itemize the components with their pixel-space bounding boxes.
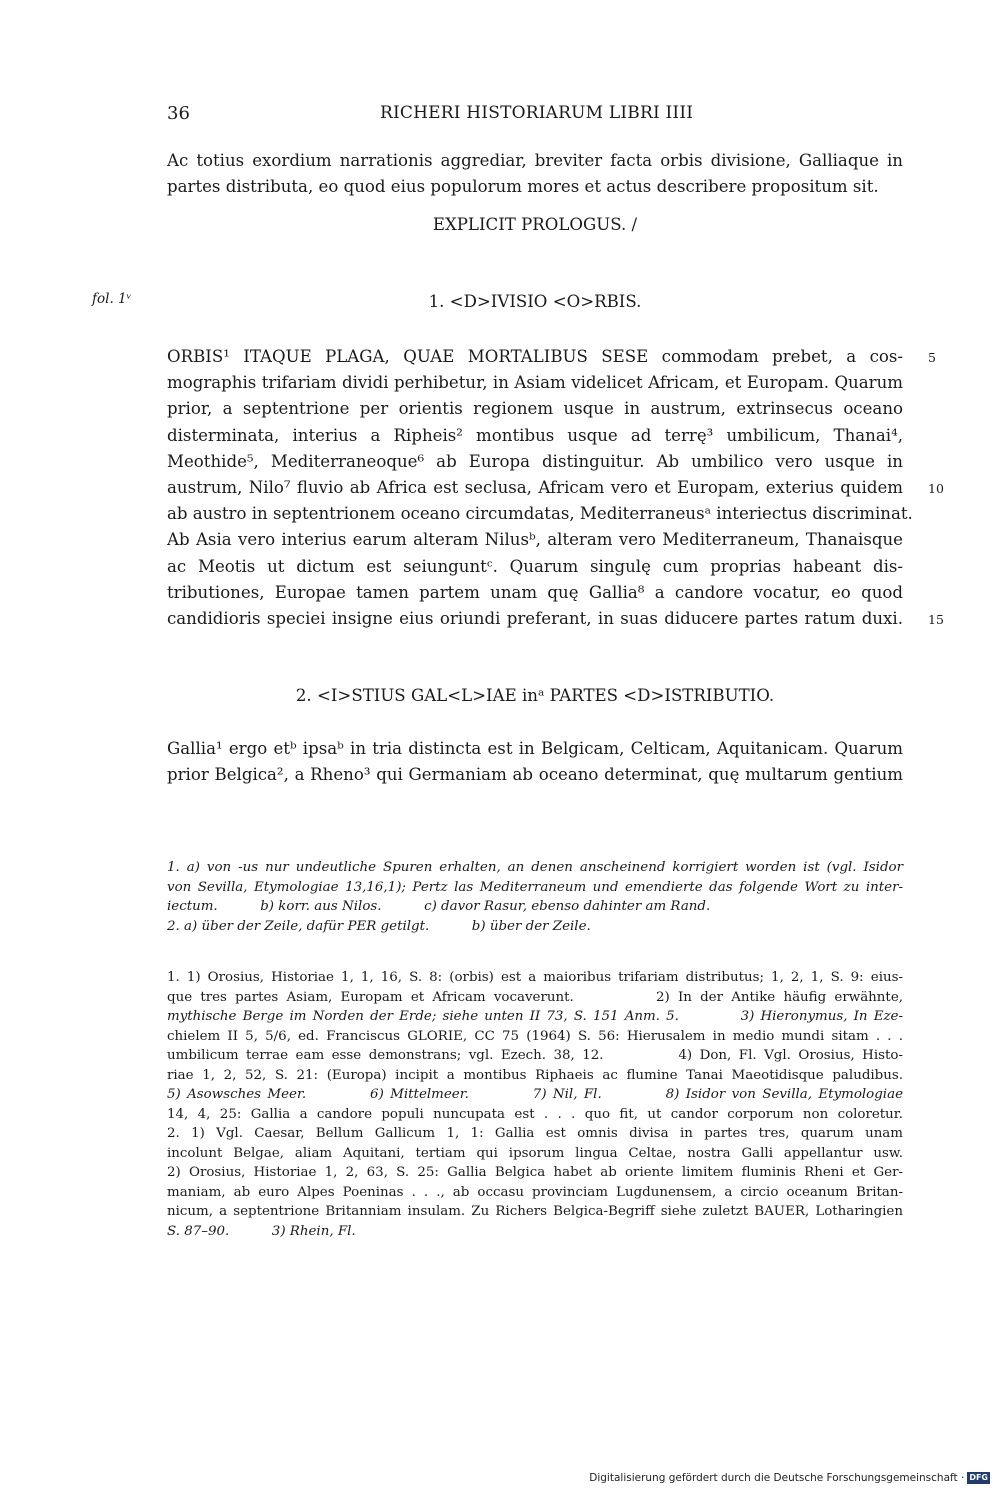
commentary-notes [167, 968, 903, 1241]
note-line: que tres partes Asiam, Europam et Africam vocaverunt. 2) In der Antike häufig erwähnte, [167, 989, 903, 1005]
text-line: disterminata, interius a Ripheis² montibus usque ad terrę³ umbilicum, Thanai⁴, [167, 425, 903, 445]
note-line: chielem II 5, 5/6, ed. Franciscus GLORIE, CC 75 (1964) S. 56: Hierusalem in medio mundi sitam . . . [167, 1028, 903, 1044]
text-line: Ac totius exordium narrationis aggrediar, breviter facta orbis divisione, Galliaque in [167, 151, 903, 170]
note-line: 5) Asowsches Meer. 6) Mittelmeer. 7) Nil, Fl. 8) Isidor von Sevilla, Etymologiae [167, 1087, 903, 1102]
prologue-text [167, 148, 903, 200]
dfg-logo-icon: DFG [969, 1473, 988, 1482]
text-line: ac Meotis ut dictum est seiunguntᶜ. Quarum singulę cum proprias habeant dis- [167, 556, 903, 576]
text-line: Meothide⁵, Mediterraneoque⁶ ab Europa distinguitur. Ab umbilico vero usque in [167, 451, 903, 471]
text-line: ab austro in septentrionem oceano circumdatas, Mediterraneusᵃ interiectus discriminat. [167, 504, 913, 524]
note-line: umbilicum terrae eam esse demonstrans; vgl. Ezech. 38, 12. 4) Don, Fl. Vgl. Orosius, Histo- [167, 1048, 903, 1063]
note-line: 2. a) über der Zeile, dafür PER getilgt. b) über der Zeile. [167, 918, 591, 934]
text-line: Gallia¹ ergo etᵇ ipsaᵇ in tria distincta est in Belgicam, Celticam, Aquitanicam. Quarum [167, 739, 903, 758]
line-number: 10 [928, 481, 944, 496]
note-line: 2. 1) Vgl. Caesar, Bellum Gallicum 1, 1: Gallia est omnis divisa in partes tres, quarum unam [167, 1126, 903, 1141]
chapter-1-text [167, 344, 913, 632]
note-line: incolunt Belgae, aliam Aquitani, tertiam qui ipsorum lingua Celtae, nostra Galli appellantur usw. [167, 1145, 903, 1161]
note-line: nicum, a septentrione Britanniam insulam. Zu Richers Belgica-Begriff siehe zuletzt BAUER, Lotharingien [167, 1204, 903, 1219]
line-number: 5 [928, 350, 936, 365]
digitization-footer [589, 1472, 990, 1484]
explicit-prologus: EXPLICIT PROLOGUS. / [432, 215, 638, 234]
line-number: 15 [928, 612, 944, 627]
text-line: partes distributa, eo quod eius populorum mores et actus describere propositum sit. [167, 177, 879, 197]
note-line: iectum. b) korr. aus Nilos. c) davor Rasur, ebenso dahinter am Rand. [167, 899, 711, 914]
footer-text: Digitalisierung gefördert durch die Deutsche Forschungsgemeinschaft · [589, 1472, 965, 1484]
note-line: 1. a) von -us nur undeutliche Spuren erhalten, an denen anscheinend korrigiert worden ist (vgl. Isidor [167, 860, 903, 875]
note-line: mythische Berge im Norden der Erde; siehe unten II 73, S. 151 Anm. 5. 3) Hieronymus, In Eze- [167, 1009, 903, 1024]
text-line: austrum, Nilo⁷ fluvio ab Africa est seclusa, Africam vero et Europam, exterius quidem [167, 478, 903, 498]
page-number: 36 [167, 103, 190, 124]
note-line: 1. 1) Orosius, Historiae 1, 1, 16, S. 8: (orbis) est a maioribus trifariam distributus; 1, 2, 1, S. 9: eius- [167, 970, 903, 985]
note-line: riae 1, 2, 52, S. 21: (Europa) incipit a montibus Riphaeis ac flumine Tanai Maeotidisque paludibus. [167, 1067, 903, 1083]
critical-apparatus [167, 858, 903, 936]
chapter-1-heading: 1. <D>IVISIO <O>RBIS. [428, 292, 642, 311]
running-head: RICHERI HISTORIARUM LIBRI IIII [380, 103, 694, 123]
text-line: candidioris speciei insigne eius oriundi preferant, in suas diducere partes ratum duxi. [167, 609, 903, 629]
text-line: prior, a septentrione per orientis regionem usque in austrum, extrinsecus oceano [167, 399, 903, 419]
note-line: 14, 4, 25: Gallia a candore populi nuncupata est . . . quo fit, ut candor corporum non coloretur. [167, 1106, 903, 1122]
chapter-2-text [167, 736, 903, 788]
text-line: Ab Asia vero interius earum alteram Nilusᵇ, alteram vero Mediterraneum, Thanaisque [167, 530, 903, 550]
text-line: mographis trifariam dividi perhibetur, in Asiam videlicet Africam, et Europam. Quarum [167, 373, 903, 393]
text-line: tributiones, Europae tamen partem unam quę Gallia⁸ a candore vocatur, eo quod [167, 582, 903, 602]
note-line: maniam, ab euro Alpes Poeninas . . ., ab occasu provinciam Lugdunensem, a circio oceanum Britan- [167, 1184, 903, 1200]
text-line: ORBIS¹ ITAQUE PLAGA, QUAE MORTALIBUS SESE commodam prebet, a cos- [167, 347, 903, 366]
note-line: von Sevilla, Etymologiae 13,16,1); Pertz las Mediterraneum und emendierte das folgende Wort zu inter- [167, 879, 903, 895]
text-line: prior Belgica², a Rheno³ qui Germaniam ab oceano determinat, quę multarum gentium [167, 765, 903, 785]
note-line: S. 87–90. 3) Rhein, Fl. [167, 1223, 356, 1239]
note-line: 2) Orosius, Historiae 1, 2, 63, S. 25: Gallia Belgica habet ab oriente limitem fluminis Rheni et Ger- [167, 1165, 903, 1180]
folio-margin-note: fol. 1ᵛ [92, 291, 132, 307]
chapter-2-heading: 2. <I>STIUS GAL<L>IAE inᵃ PARTES <D>ISTRIBUTIO. [295, 686, 775, 705]
